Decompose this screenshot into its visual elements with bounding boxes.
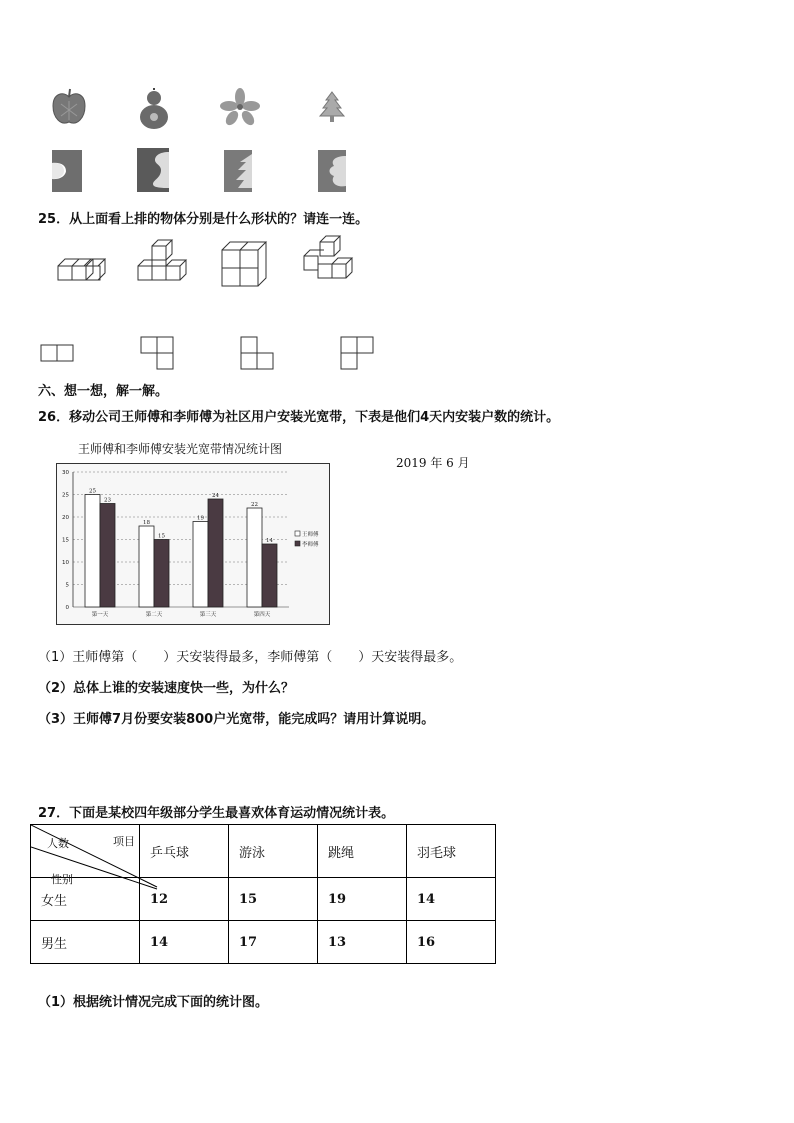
tree-icon <box>316 90 348 124</box>
table-cell: 14 <box>140 921 229 964</box>
diagonal-header-cell <box>31 825 140 886</box>
sports-table <box>30 824 496 964</box>
question-27: 27．下面是某校四年级部分学生最喜欢体育运动情况统计表。 <box>38 806 395 821</box>
flower-cutout-icon <box>318 150 346 192</box>
cubes-c-icon <box>220 240 270 288</box>
bar <box>100 504 115 608</box>
cubes-d-icon <box>300 234 356 286</box>
column-header: 羽毛球 <box>407 825 496 878</box>
section-six-heading: 六、想一想，解一解。 <box>38 384 169 399</box>
bar <box>208 499 223 607</box>
row-label: 男生 <box>31 921 140 964</box>
apple-icon <box>50 88 88 128</box>
y-tick-label: 30 <box>62 470 69 476</box>
legend-label: 王师傅 <box>302 532 319 538</box>
y-tick-label: 25 <box>62 492 69 499</box>
column-header: 游泳 <box>229 825 318 878</box>
x-tick-label: 第二天 <box>145 612 163 618</box>
table-row <box>31 921 496 964</box>
data-label: 24 <box>212 493 219 499</box>
table-header-row <box>31 825 496 878</box>
bar-chart <box>56 463 330 625</box>
question-25: 25．从上面看上排的物体分别是什么形状的？请连一连。 <box>38 212 369 227</box>
data-label: 18 <box>143 520 150 526</box>
data-label: 14 <box>266 538 273 544</box>
tree-cutout-icon <box>224 150 252 192</box>
y-tick-label: 5 <box>65 582 69 589</box>
table-cell: 14 <box>407 878 496 921</box>
chart-date: 2019 年 6 月 <box>396 456 470 470</box>
data-label: 19 <box>197 515 204 522</box>
cubes-b-icon <box>136 238 190 290</box>
table-cell: 12 <box>140 878 229 921</box>
header-people: 人数 <box>47 837 69 850</box>
question-27-part-1: （1）根据统计情况完成下面的统计图。 <box>38 995 269 1010</box>
column-header: 跳绳 <box>318 825 407 878</box>
x-tick-label: 第一天 <box>91 612 109 618</box>
bar <box>262 544 277 607</box>
bar <box>247 508 262 607</box>
data-label: 15 <box>158 533 165 540</box>
question-26-part-3: （3）王师傅7月份要安装800户光宽带，能完成吗？请用计算说明。 <box>38 712 435 727</box>
gourd-icon <box>136 88 172 130</box>
top-view-d-icon <box>340 336 376 372</box>
bar <box>154 540 169 608</box>
question-26-part-2: （2）总体上谁的安装速度快一些，为什么？ <box>38 681 295 696</box>
chart-title: 王师傅和李师傅安装光宽带情况统计图 <box>78 442 283 456</box>
column-header: 乒乓球 <box>140 825 229 878</box>
bar-chart-svg <box>57 464 329 624</box>
bar <box>193 522 208 608</box>
table-cell: 16 <box>407 921 496 964</box>
data-label: 25 <box>89 488 96 495</box>
top-view-c-icon <box>240 336 276 372</box>
x-tick-label: 第四天 <box>253 612 271 618</box>
top-view-a-icon <box>40 344 76 364</box>
y-tick-label: 0 <box>65 605 69 611</box>
y-tick-label: 20 <box>62 515 69 521</box>
bar <box>139 526 154 607</box>
header-item: 项目 <box>113 835 135 848</box>
flower-icon <box>220 88 260 126</box>
legend-label: 李师傅 <box>302 542 319 548</box>
question-26-part-1: （1）王师傅第（ ）天安装得最多，李师傅第（ ）天安装得最多。 <box>38 650 463 665</box>
data-label: 23 <box>104 497 111 504</box>
table-cell: 15 <box>229 878 318 921</box>
y-tick-label: 10 <box>62 560 69 566</box>
header-gender: 性别 <box>51 873 73 886</box>
bar <box>85 495 100 608</box>
table-cell: 17 <box>229 921 318 964</box>
gourd-cutout-icon <box>137 148 169 192</box>
y-tick-label: 15 <box>62 537 69 544</box>
question-26: 26．移动公司王师傅和李师傅为社区用户安装光宽带，下表是他们4天内安装户数的统计。 <box>38 410 560 425</box>
apple-cutout-icon <box>52 150 82 192</box>
legend-swatch <box>295 531 300 536</box>
top-view-b-icon <box>140 336 176 372</box>
table-cell: 19 <box>318 878 407 921</box>
cubes-a-icon <box>56 252 106 288</box>
legend-swatch <box>295 541 300 546</box>
x-tick-label: 第三天 <box>199 612 217 618</box>
row-label: 女生 <box>31 878 140 921</box>
data-label: 22 <box>251 502 258 508</box>
table-cell: 13 <box>318 921 407 964</box>
